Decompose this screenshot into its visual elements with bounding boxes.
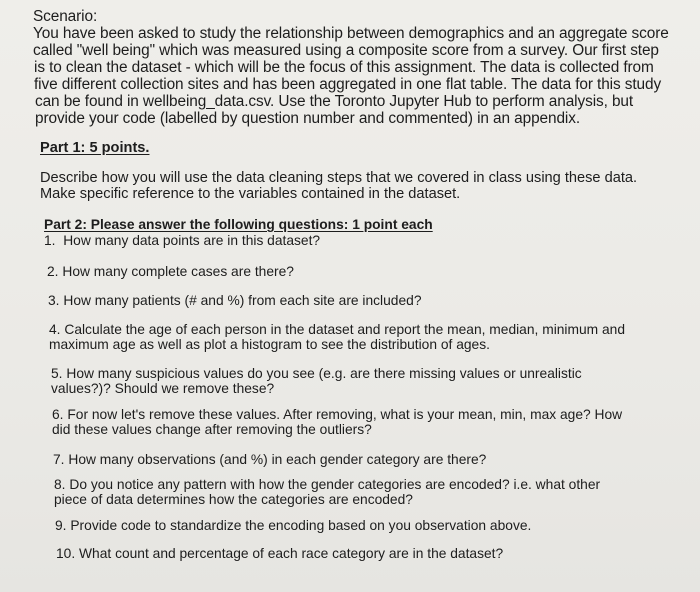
question-text: Do you notice any pattern with how the gender categories are encoded? i.e. what other [69,477,601,492]
question-number: 7. [53,452,65,467]
question-6-continued: did these values change after removing the outliers? [52,422,372,437]
scenario-line: can be found in wellbeing_data.csv. Use the Toronto Jupyter Hub to perform analysis, but [35,93,634,110]
question-number: 9. [55,518,67,533]
question-4-continued: maximum age as well as plot a histogram to see the distribution of ages. [49,337,490,352]
scenario-line: You have been asked to study the relationship between demographics and an aggregate score [33,25,669,42]
question-number: 2. [47,264,59,279]
part1-line: Describe how you will use the data cleaning steps that we covered in class using these data. [40,170,638,186]
question-5 [51,366,582,381]
question-number: 5. [51,366,63,381]
question-7 [53,452,486,467]
question-2 [47,264,294,279]
question-number: 10. [56,546,76,561]
question-number: 8. [54,477,66,492]
question-5-continued: values?)? Should we remove these? [51,381,275,396]
question-number: 3. [48,293,60,308]
question-text: How many observations (and %) in each gender category are there? [68,452,487,467]
scenario-line: provide your code (labelled by question number and commented) in an appendix. [35,110,580,127]
scenario-line: five different collection sites and has been aggregated in one flat table. The data for this study [34,76,662,93]
question-number: 6. [52,407,64,422]
question-text: How many patients (# and %) from each site are included? [63,293,422,308]
question-10 [56,546,503,561]
question-8-continued: piece of data determines how the categories are encoded? [54,492,413,507]
question-3 [48,293,422,308]
part2-heading: Part 2: Please answer the following questions: 1 point each [44,217,433,232]
scenario-line: called "well being" which was measured using a composite score from a survey. Our first step [33,42,659,59]
question-text: What count and percentage of each race category are in the dataset? [79,546,504,561]
part1-line: Make specific reference to the variables contained in the dataset. [40,186,461,202]
part1-heading: Part 1: 5 points. [40,140,150,156]
question-6 [52,407,622,422]
question-text: Calculate the age of each person in the dataset and report the mean, median, minimum and [64,322,626,337]
question-1 [44,233,320,248]
question-text: How many data points are in this dataset? [63,233,321,248]
question-text: How many suspicious values do you see (e.g. are there missing values or unrealistic [66,366,582,381]
question-number: 4. [49,322,61,337]
question-4 [49,322,625,337]
question-number: 1. [44,233,56,248]
question-8 [54,477,600,492]
question-9 [55,518,531,533]
scenario-line: is to clean the dataset - which will be the focus of this assignment. The data is collected from [34,59,654,76]
question-text: Provide code to standardize the encoding based on you observation above. [70,518,532,533]
question-text: How many complete cases are there? [62,264,294,279]
question-text: For now let's remove these values. After removing, what is your mean, min, max age? How [67,407,623,422]
scenario-label: Scenario: [33,8,98,25]
